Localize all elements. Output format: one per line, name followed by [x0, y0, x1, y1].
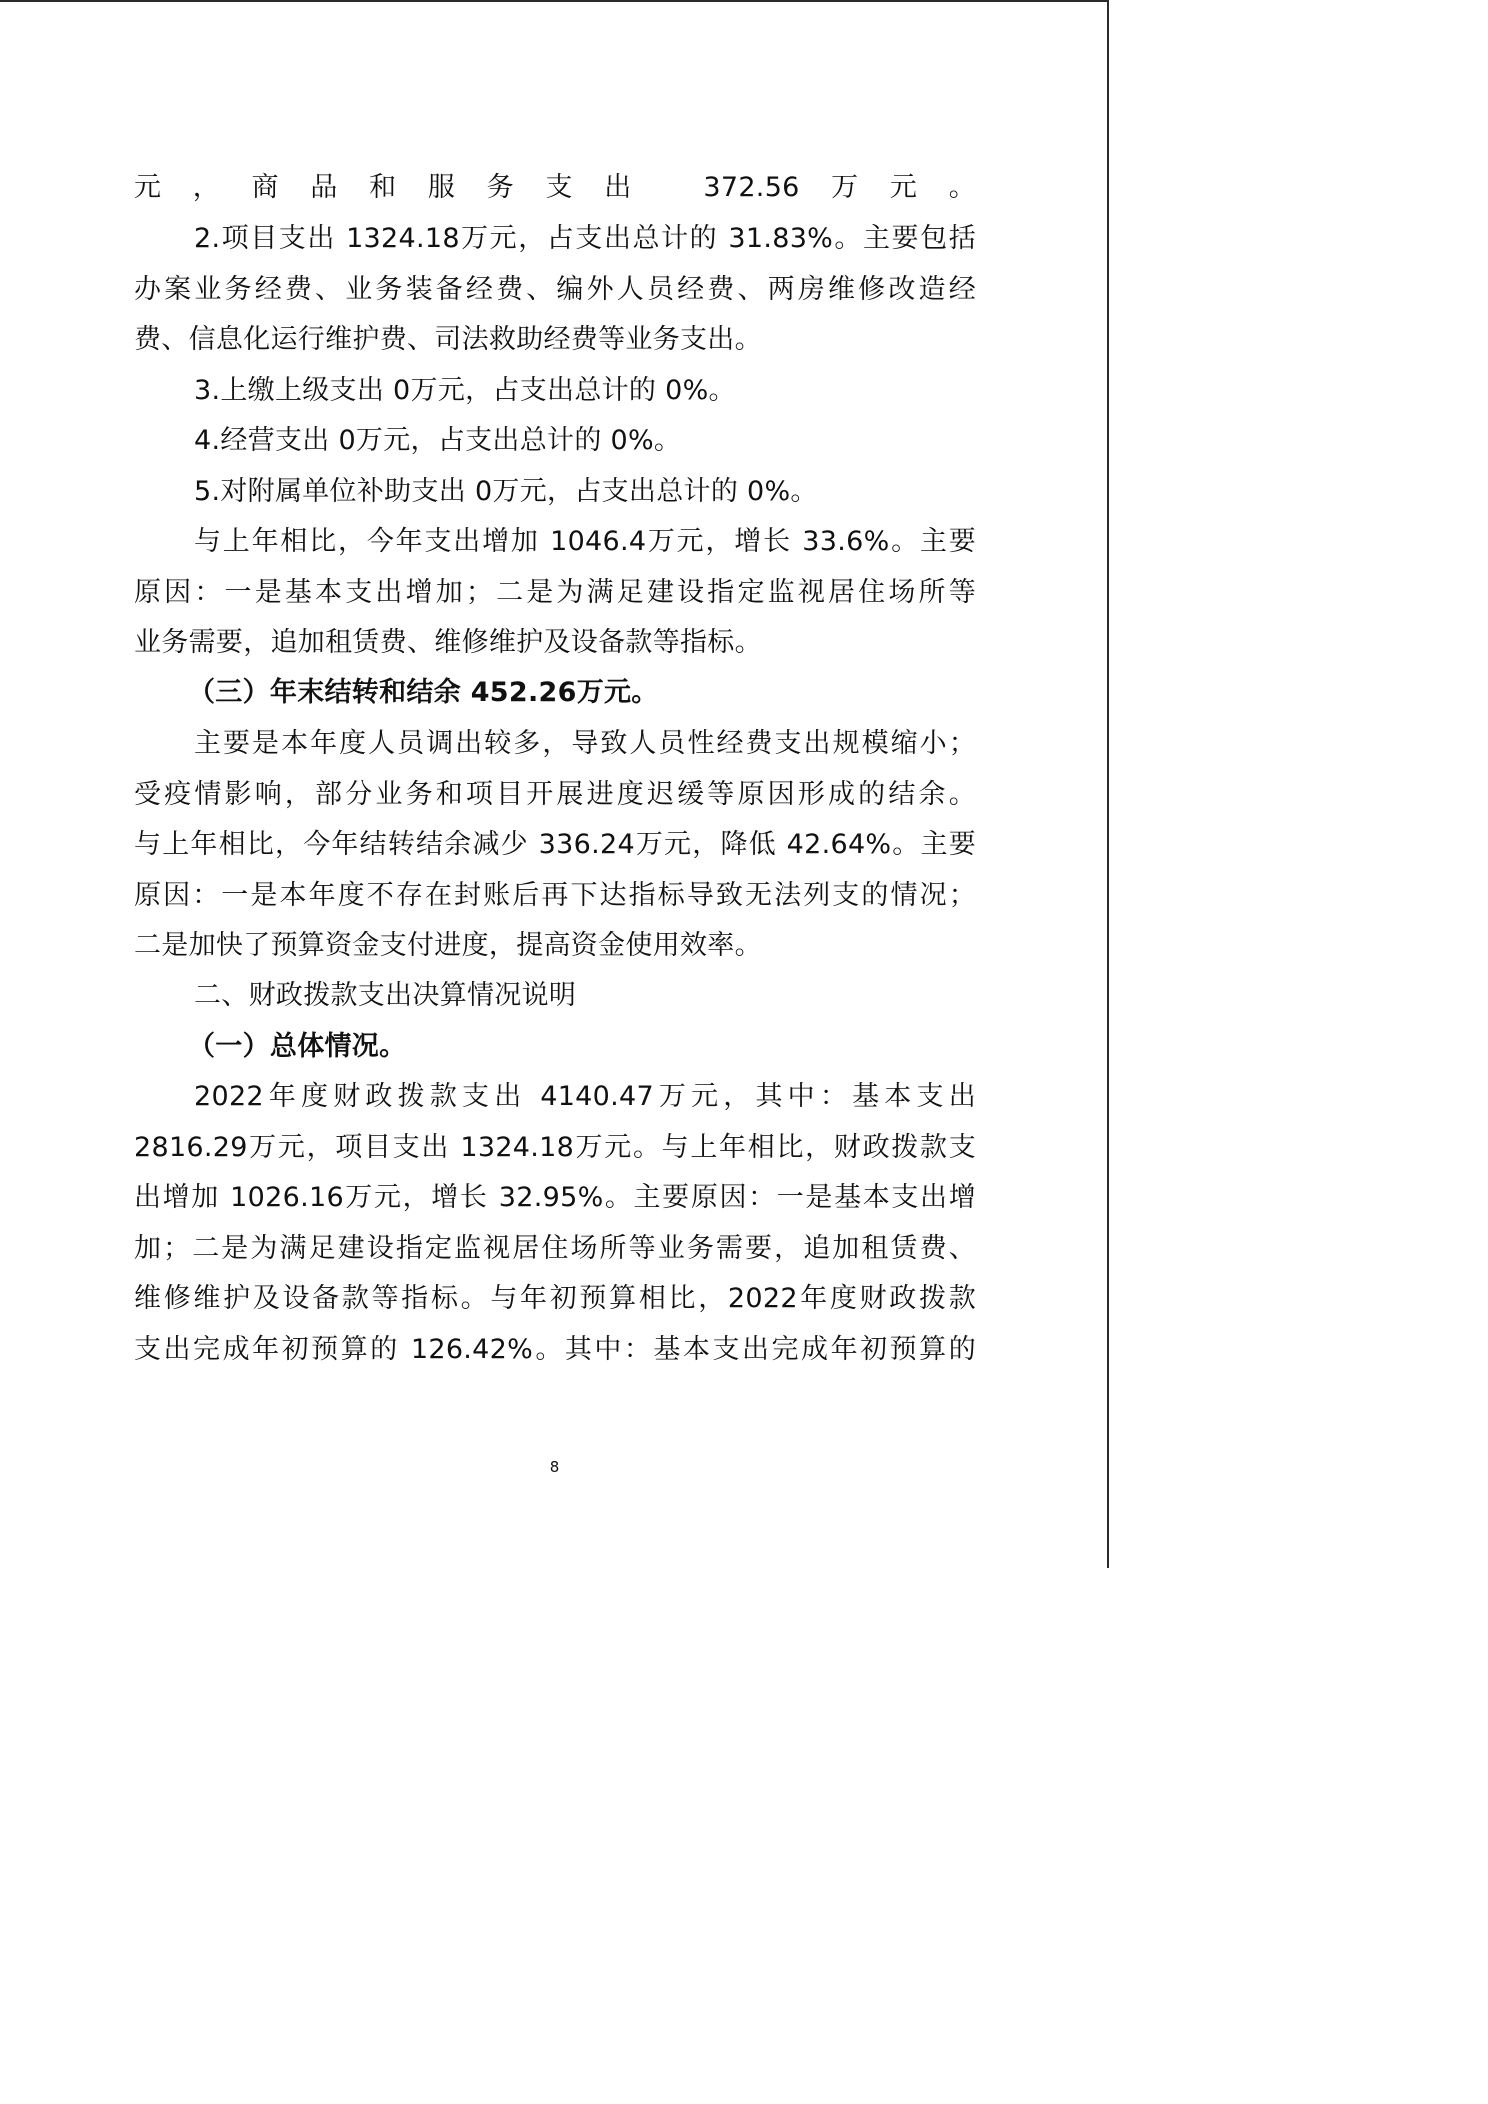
page-top-border [0, 0, 1109, 2]
text-line: 业务需要，追加租赁费、维修维护及设备款等指标。 [134, 627, 762, 658]
subsection-heading: （一）总体情况。 [188, 1031, 407, 1062]
text-line: 支出完成年初预算的 126.42%。其中：基本支出完成年初预算的 [134, 1334, 976, 1365]
text-line: 出增加 1026.16万元，增长 32.95%。主要原因：一是基本支出增 [134, 1182, 976, 1213]
text-line: 原因：一是基本支出增加；二是为满足建设指定监视居住场所等 [134, 577, 976, 608]
text-line: 二是加快了预算资金支付进度，提高资金使用效率。 [134, 930, 762, 961]
text-line: 4.经营支出 0万元，占支出总计的 0%。 [194, 425, 682, 456]
text-line: 受疫情影响，部分业务和项目开展进度迟缓等原因形成的结余。 [134, 779, 976, 810]
text-line: 2816.29万元，项目支出 1324.18万元。与上年相比，财政拨款支 [134, 1132, 976, 1163]
text-line: 3.上缴上级支出 0万元，占支出总计的 0%。 [194, 375, 736, 406]
text-line: 维修维护及设备款等指标。与年初预算相比，2022年度财政拨款 [134, 1283, 976, 1314]
text-line: 5.对附属单位补助支出 0万元，占支出总计的 0%。 [194, 476, 818, 507]
text-line: 2.项目支出 1324.18万元，占支出总计的 31.83%。主要包括 [194, 223, 976, 254]
text-line: 原因：一是本年度不存在封账后再下达指标导致无法列支的情况； [134, 880, 976, 911]
section-heading: 二、财政拨款支出决算情况说明 [194, 980, 577, 1011]
text-line: 元，商品和服务支出 372.56万元。 [134, 172, 976, 203]
section-heading: （三）年末结转和结余 452.26万元。 [188, 677, 659, 708]
text-line: 办案业务经费、业务装备经费、编外人员经费、两房维修改造经 [134, 274, 976, 305]
text-line: 2022年度财政拨款支出 4140.47万元，其中：基本支出 [194, 1081, 976, 1112]
text-line: 费、信息化运行维护费、司法救助经费等业务支出。 [134, 324, 762, 355]
page-number: 8 [549, 1458, 560, 1476]
text-line: 主要是本年度人员调出较多，导致人员性经费支出规模缩小； [194, 728, 976, 759]
text-line: 与上年相比，今年结转结余减少 336.24万元，降低 42.64%。主要 [134, 829, 976, 860]
page-right-border [1107, 0, 1109, 1568]
text-line: 加；二是为满足建设指定监视居住场所等业务需要，追加租赁费、 [134, 1233, 976, 1264]
text-line: 与上年相比，今年支出增加 1046.4万元，增长 33.6%。主要 [194, 526, 976, 557]
